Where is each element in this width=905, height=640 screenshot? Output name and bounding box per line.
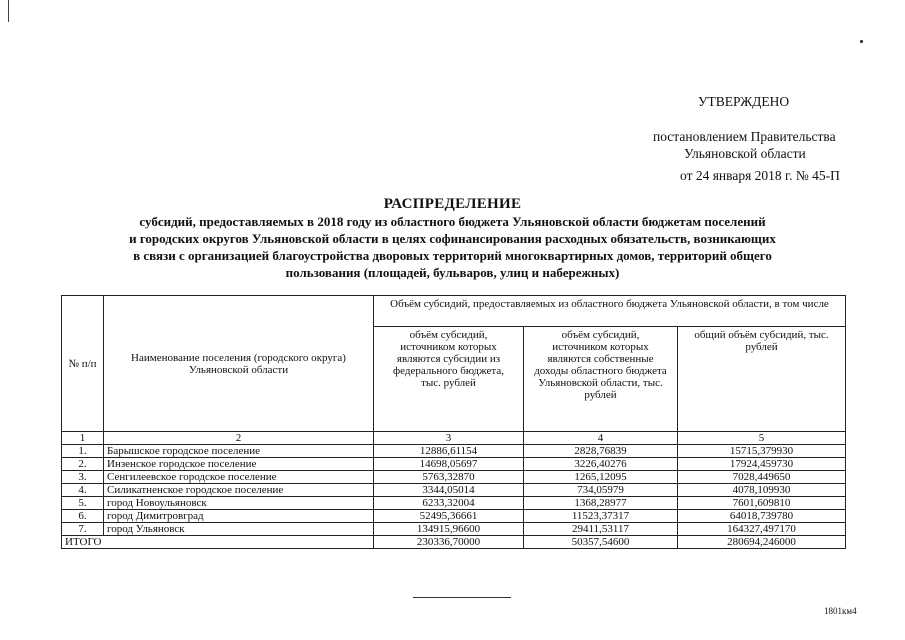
- row-federal: 14698,05697: [374, 458, 524, 471]
- totals-label: ИТОГО: [62, 536, 374, 549]
- row-num: 5.: [62, 497, 104, 510]
- row-own: 1265,12095: [524, 471, 678, 484]
- table-row: [62, 484, 846, 497]
- row-total: 17924,459730: [678, 458, 846, 471]
- row-num: 7.: [62, 523, 104, 536]
- column-numbers-row: [62, 432, 846, 445]
- totals-row: [62, 536, 846, 549]
- colnum-1: 1: [62, 432, 104, 445]
- header-group: Объём субсидий, предоставляемых из областного бюджета Ульяновской области, в том числе: [374, 296, 846, 327]
- totals-total: 280694,246000: [678, 536, 846, 549]
- totals-own: 50357,54600: [524, 536, 678, 549]
- row-name: Силикатненское городское поселение: [104, 484, 374, 497]
- table-row: [62, 471, 846, 484]
- row-total: 15715,379930: [678, 445, 846, 458]
- scan-mark-left: [8, 0, 9, 22]
- row-federal: 5763,32870: [374, 471, 524, 484]
- approval-stamp: УТВЕРЖДЕНО: [698, 94, 790, 109]
- row-federal: 3344,05014: [374, 484, 524, 497]
- row-total: 164327,497170: [678, 523, 846, 536]
- table-row: [62, 523, 846, 536]
- row-num: 4.: [62, 484, 104, 497]
- row-federal: 6233,32004: [374, 497, 524, 510]
- table-row: [62, 497, 846, 510]
- row-num: 1.: [62, 445, 104, 458]
- colnum-3: 3: [374, 432, 524, 445]
- colnum-2: 2: [104, 432, 374, 445]
- row-own: 734,05979: [524, 484, 678, 497]
- row-num: 2.: [62, 458, 104, 471]
- approval-line-1: постановлением Правительства: [653, 129, 836, 144]
- approval-line-3: от 24 января 2018 г. № 45-П: [680, 168, 840, 183]
- row-federal: 12886,61154: [374, 445, 524, 458]
- row-federal: 134915,96600: [374, 523, 524, 536]
- title-line-3: в связи с организацией благоустройства дворовых территорий многоквартирных домов, территорий общего: [133, 248, 772, 263]
- title-line-1: субсидий, предоставляемых в 2018 году из областного бюджета Ульяновской области бюджетам поселений: [139, 214, 766, 229]
- footer-code: 1801км4: [824, 606, 857, 616]
- row-name: Барышское городское поселение: [104, 445, 374, 458]
- row-num: 3.: [62, 471, 104, 484]
- header-own: объём субсидий, источником которых являются собственные доходы областного бюджета Ульяновской области, тыс. рублей: [524, 327, 678, 432]
- row-own: 1368,28977: [524, 497, 678, 510]
- row-total: 4078,109930: [678, 484, 846, 497]
- colnum-5: 5: [678, 432, 846, 445]
- title-line-2: и городских округов Ульяновской области в целях софинансирования расходных обязательств, возникающих: [129, 231, 776, 246]
- scan-mark-right: [860, 40, 863, 43]
- title-heading: РАСПРЕДЕЛЕНИЕ: [383, 196, 522, 212]
- table-row: [62, 445, 846, 458]
- row-num: 6.: [62, 510, 104, 523]
- row-federal: 52495,36661: [374, 510, 524, 523]
- title-line-4: пользования (площадей, бульваров, улиц и набережных): [285, 265, 620, 280]
- distribution-table: [61, 295, 846, 549]
- document-title: [0, 196, 905, 281]
- row-name: город Ульяновск: [104, 523, 374, 536]
- row-own: 2828,76839: [524, 445, 678, 458]
- row-name: город Димитровград: [104, 510, 374, 523]
- header-federal: объём субсидий, источником которых являются субсидии из федерального бюджета, тыс. рублей: [374, 327, 524, 432]
- table-row: [62, 458, 846, 471]
- approval-line-2: Ульяновской области: [684, 146, 806, 161]
- table-row: [62, 510, 846, 523]
- closing-rule: [413, 597, 511, 598]
- row-own: 11523,37317: [524, 510, 678, 523]
- row-name: Инзенское городское поселение: [104, 458, 374, 471]
- colnum-4: 4: [524, 432, 678, 445]
- header-name: Наименование поселения (городского округа) Ульяновской области: [104, 296, 374, 432]
- row-total: 7601,609810: [678, 497, 846, 510]
- header-num: № п/п: [62, 296, 104, 432]
- row-total: 64018,739780: [678, 510, 846, 523]
- totals-federal: 230336,70000: [374, 536, 524, 549]
- row-own: 29411,53117: [524, 523, 678, 536]
- row-total: 7028,449650: [678, 471, 846, 484]
- header-total: общий объём субсидий, тыс. рублей: [678, 327, 846, 432]
- row-name: Сенгилеевское городское поселение: [104, 471, 374, 484]
- row-own: 3226,40276: [524, 458, 678, 471]
- row-name: город Новоульяновск: [104, 497, 374, 510]
